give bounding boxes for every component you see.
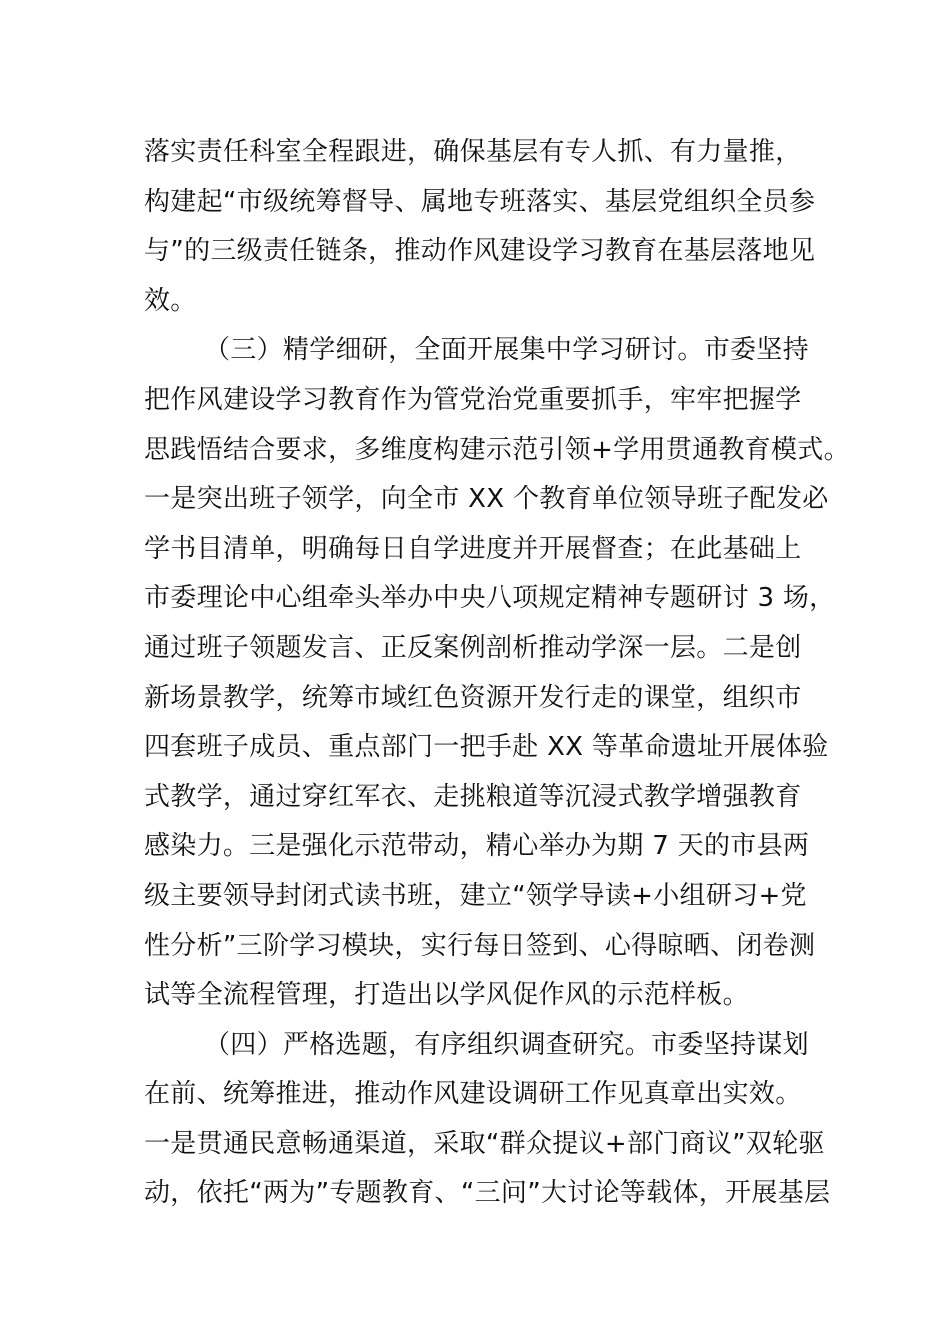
section-heading-line: （四）严格选题，有序组织调查研究。市委坚持谋划 bbox=[204, 1029, 809, 1060]
text-line: 动，依托“两为”专题教育、“三问”大讨论等载体，开展基层 bbox=[144, 1178, 831, 1209]
text-line: 构建起“市级统筹督导、属地专班落实、基层党组织全员参 bbox=[144, 186, 816, 217]
text-line: 落实责任科室全程跟进，确保基层有专人抓、有力量推， bbox=[144, 137, 802, 167]
text-line: 把作风建设学习教育作为管党治党重要抓手，牢牢把握学 bbox=[144, 384, 802, 415]
text-line: 与”的三级责任链条，推动作风建设学习教育在基层落地见 bbox=[144, 236, 816, 267]
text-line: 市委理论中心组牵头举办中央八项规定精神专题研讨 3 场， bbox=[144, 583, 836, 614]
text-line: 级主要领导封闭式读书班，建立“领学导读+小组研习+党 bbox=[144, 880, 807, 911]
text-line: 在前、统筹推进，推动作风建设调研工作见真章出实效。 bbox=[144, 1079, 802, 1110]
text-line: 一是突出班子领学，向全市 XX 个教育单位领导班子配发必 bbox=[144, 484, 829, 515]
text-line: 新场景教学，统筹市域红色资源开发行走的课堂，组织市 bbox=[144, 682, 802, 713]
text-line: 学书目清单，明确每日自学进度并开展督查；在此基础上 bbox=[144, 533, 802, 564]
text-line: 试等全流程管理，打造出以学风促作风的示范样板。 bbox=[144, 980, 749, 1011]
text-line: 四套班子成员、重点部门一把手赴 XX 等革命遗址开展体验 bbox=[144, 732, 829, 763]
section-heading-line: （三）精学细研，全面开展集中学习研讨。市委坚持 bbox=[204, 335, 809, 366]
text-line: 效。 bbox=[144, 285, 197, 316]
text-line: 一是贯通民意畅通渠道，采取“群众提议+部门商议”双轮驱 bbox=[144, 1128, 825, 1159]
text-line: 思践悟结合要求，多维度构建示范引领+学用贯通教育模式。 bbox=[144, 434, 850, 465]
text-line: 式教学，通过穿红军衣、走挑粮道等沉浸式教学增强教育 bbox=[144, 781, 802, 812]
text-line: 通过班子领题发言、正反案例剖析推动学深一层。二是创 bbox=[144, 632, 802, 663]
text-line: 性分析”三阶学习模块，实行每日签到、心得晾晒、闭卷测 bbox=[144, 930, 816, 961]
body-text bbox=[144, 128, 850, 1219]
text-line: 感染力。三是强化示范带动，精心举办为期 7 天的市县两 bbox=[144, 831, 810, 862]
